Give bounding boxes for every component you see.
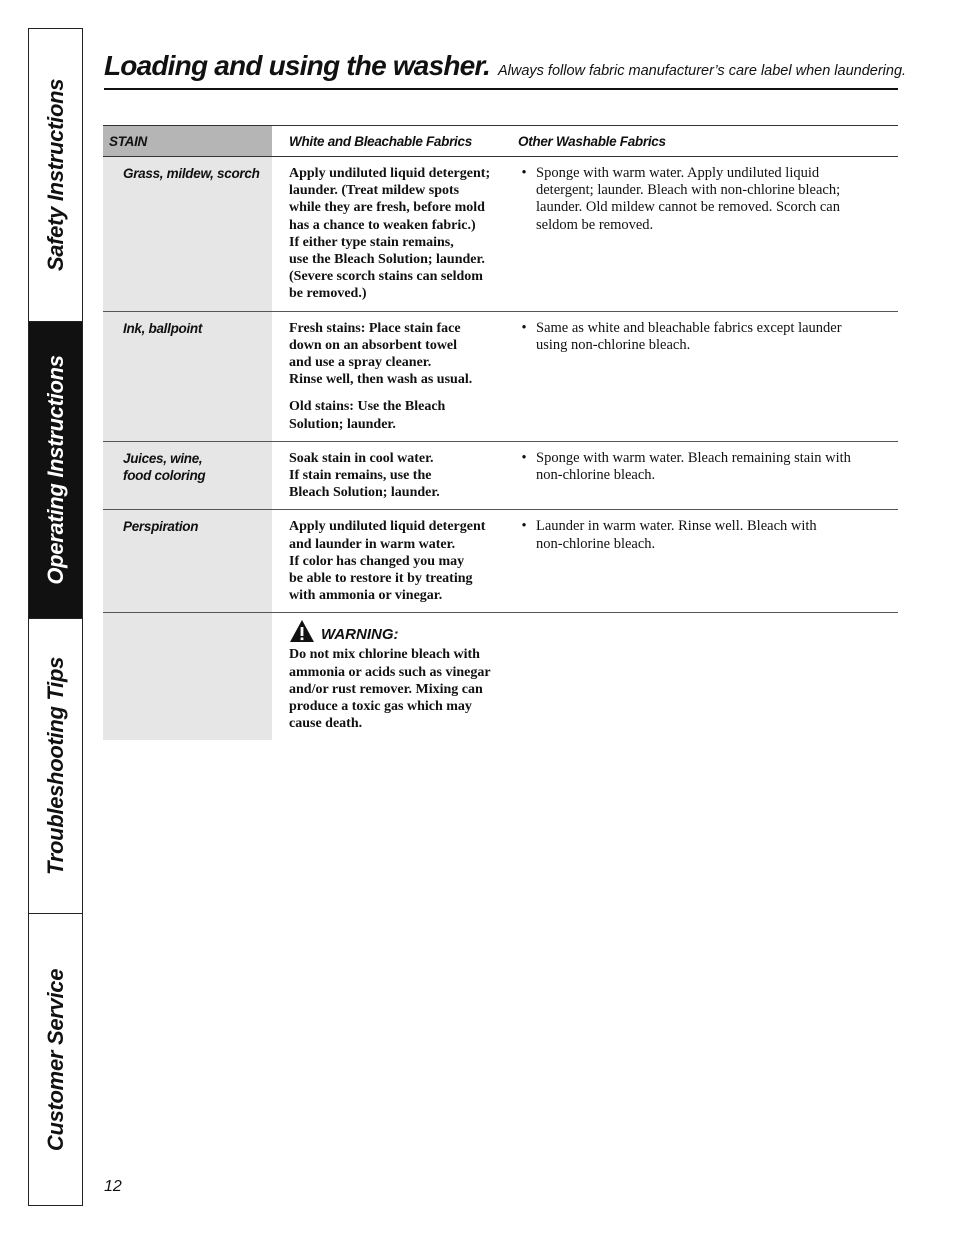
instruction-paragraph: Apply undiluted liquid detergent and launder in warm water. If color has changed you may be able to restore it by treating with ammonia or vinegar. (289, 519, 486, 604)
tab-label: Customer Service (42, 968, 68, 1151)
other-fabrics-instructions (512, 157, 898, 311)
page-number: 12 (104, 1178, 122, 1195)
instruction-paragraph: Fresh stains: Place stain face down on an absorbent towel and use a spray cleaner. Rinse well, then wash as usual. (289, 320, 473, 388)
warning-block (272, 613, 512, 740)
table-row (103, 157, 898, 312)
tab-label: Operating Instructions (42, 355, 68, 585)
bullet: • (521, 518, 527, 535)
other-fabrics-instructions (512, 510, 898, 612)
warning-row-empty-cell (512, 613, 898, 740)
tab-label: Safety Instructions (42, 78, 68, 272)
white-fabrics-instructions (272, 510, 512, 612)
stain-name: Ink, ballpoint (103, 312, 272, 441)
table-row (103, 510, 898, 613)
warning-text: Do not mix chlorine bleach with ammonia or acids such as vinegar and/or rust remover. Mixing can produce a toxic gas which may cause death. (289, 647, 491, 732)
warning-heading (289, 619, 506, 643)
warning-label: WARNING: (321, 626, 399, 644)
white-fabrics-instructions (272, 312, 512, 441)
bullet: • (521, 165, 527, 181)
bullet: • (521, 319, 527, 336)
white-fabrics-instructions (272, 442, 512, 510)
white-fabrics-instructions (272, 157, 512, 311)
stain-name: Perspiration (103, 510, 272, 612)
tab-safety-instructions[interactable] (29, 29, 82, 322)
table-row (103, 312, 898, 442)
tab-operating-instructions[interactable] (29, 322, 82, 619)
warning-triangle-icon (289, 619, 315, 643)
instruction-text: Same as white and bleachable fabrics except launder using non-chlorine bleach. (536, 319, 842, 353)
stain-removal-table (103, 125, 898, 740)
column-header-white-fabrics: White and Bleachable Fabrics (289, 133, 472, 149)
tab-customer-service[interactable] (29, 914, 82, 1205)
page-header (104, 50, 907, 90)
page-subtitle: Always follow fabric manufacturer’s care label when laundering. (497, 63, 907, 79)
tab-troubleshooting-tips[interactable] (29, 619, 82, 914)
instruction-text: Sponge with warm water. Bleach remaining stain with non-chlorine bleach. (536, 449, 851, 484)
instruction-paragraph: Soak stain in cool water. If stain remains, use the Bleach Solution; launder. (289, 450, 440, 501)
table-row (103, 442, 898, 511)
instruction-text: Launder in warm water. Rinse well. Bleach with non-chlorine bleach. (536, 518, 817, 552)
side-navigation-tabs (28, 28, 83, 1206)
other-fabrics-instructions (512, 442, 898, 510)
warning-row (103, 613, 898, 740)
instruction-text: Sponge with warm water. Apply undiluted liquid detergent; launder. Bleach with non-chlorine bleach; launder. Old mildew cannot be removed. Scorch can seldom be removed. (536, 165, 841, 233)
table-header-row (103, 126, 898, 157)
bullet: • (521, 449, 527, 466)
column-header-other-fabrics: Other Washable Fabrics (518, 133, 666, 149)
column-header-stain: STAIN (103, 126, 272, 156)
stain-name: Juices, wine, food coloring (103, 442, 272, 510)
instruction-paragraph: Apply undiluted liquid detergent; launder. (Treat mildew spots while they are fresh, before mold has a chance to weaken fabric.) If either type stain remains, use the Bleach Solution; launder. (Severe scorch stains can seldom be removed.) (289, 166, 491, 302)
page-title: Loading and using the washer. (104, 50, 490, 81)
stain-name: Grass, mildew, scorch (103, 157, 272, 311)
warning-row-blank-cell (103, 613, 272, 740)
instruction-paragraph: Old stains: Use the Bleach Solution; launder. (289, 399, 446, 432)
tab-label: Troubleshooting Tips (42, 656, 68, 876)
other-fabrics-instructions (512, 312, 898, 441)
